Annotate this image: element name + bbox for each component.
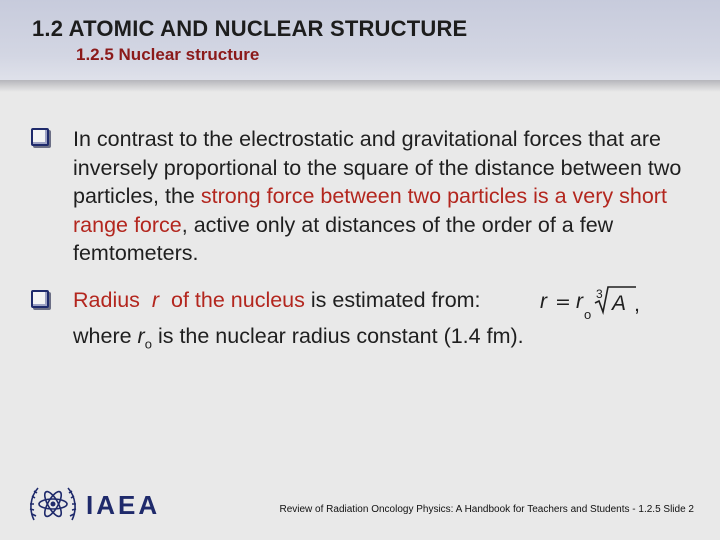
iaea-logo-text: IAEA (86, 490, 161, 520)
iaea-atom-icon (28, 482, 78, 528)
radius-label: Radius (73, 288, 140, 312)
header-shadow (0, 80, 720, 92)
formula-r: r (576, 290, 583, 313)
r0-symbol: r (137, 324, 145, 348)
slide-subtitle: 1.2.5 Nuclear structure (76, 45, 260, 64)
formula-A: A (612, 292, 627, 315)
constant-text: is the nuclear radius constant (1.4 fm). (157, 324, 524, 348)
where-text: where (73, 324, 132, 348)
bullet-square-icon (31, 128, 49, 146)
formula-comma: , (634, 292, 640, 316)
estimated-text: is estimated from: (310, 288, 481, 312)
footer-text: Review of Radiation Oncology Physics: A Handbook for Teachers and Students - 1.2.5 Slide 2 (279, 504, 694, 515)
bullet-paragraph-1 (73, 125, 703, 268)
formula-lhs: r (540, 290, 547, 313)
slide-title: 1.2 ATOMIC AND NUCLEAR STRUCTURE (32, 16, 468, 41)
bullet-paragraph-2-line2 (73, 324, 524, 351)
bullet1-text-b: , active only at distances of the order of a few femtometers. (73, 212, 614, 265)
r0-subscript: o (144, 336, 152, 352)
radius-formula (540, 284, 640, 324)
bullet-paragraph-2-line1 (73, 288, 481, 313)
nucleus-phrase: of the nucleus (171, 288, 305, 312)
formula-root-index: 3 (596, 287, 603, 301)
radius-symbol: r (151, 288, 160, 312)
formula-equals: = (555, 291, 571, 313)
bullet1-text-a: In contrast to the electrostatic and gravitational forces that are inversely proportional to the square of the distance between two particles, the (73, 127, 682, 208)
bullet1-highlight: strong force between two particles is a very short range force (73, 184, 667, 237)
bullet-square-icon (31, 290, 49, 308)
formula-subscript: o (584, 307, 592, 322)
